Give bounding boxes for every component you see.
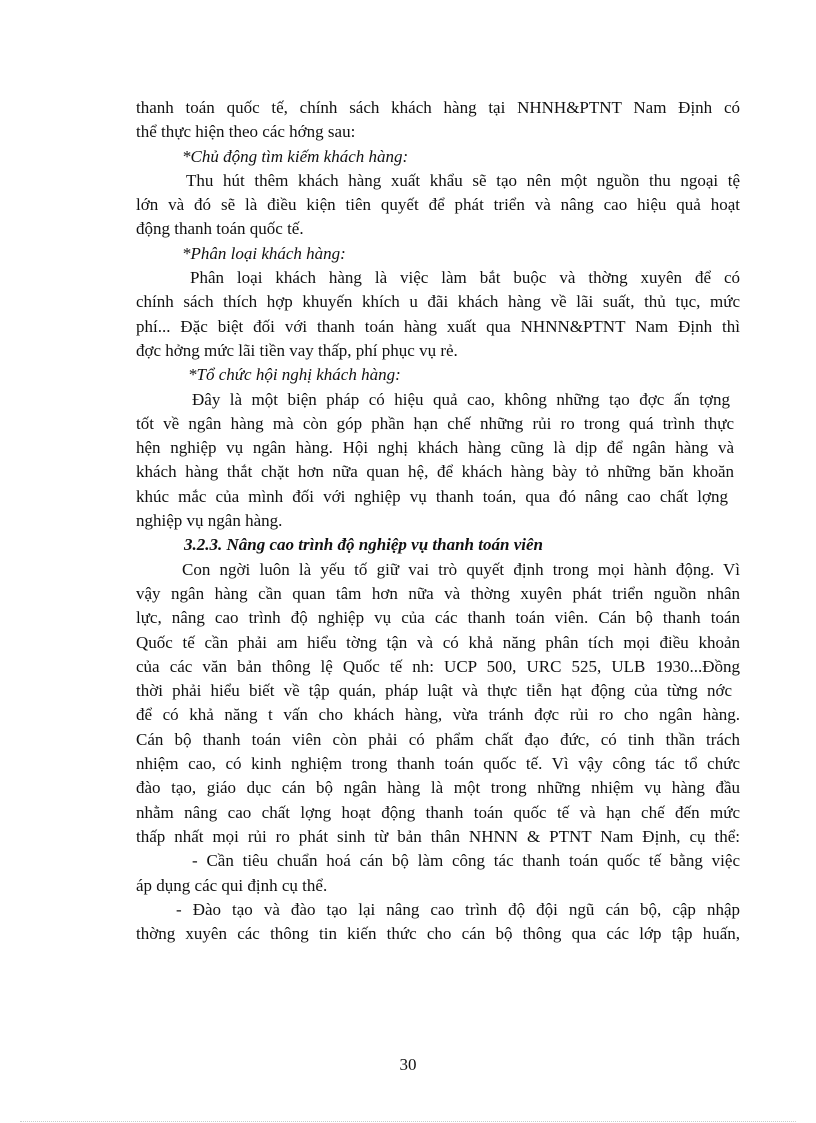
text-line: thể thực hiện theo các hớng sau: [136,122,356,142]
text-line: Phân loại khách hàng là việc làm bắt buộc và thờng xuyên để có [190,268,740,288]
text-line: Quốc tế cần phải am hiểu tờng tận và có khả năng phân tích mọi điều khoản [136,632,740,652]
text-line: Đây là một biện pháp có hiệu quả cao, không những tạo đợc ấn tợng [192,389,730,409]
text-line: lớn và đó sẽ là điều kiện tiên quyết để phát triển và nâng cao hiệu quả hoạt [136,195,740,215]
section-heading: 3.2.3. Nâng cao trình độ nghiệp vụ thanh toán viên [184,535,543,555]
section-label-classification: *Phân loại khách hàng: [182,243,346,263]
text-line: chính sách thích hợp khuyến khích u đãi khách hàng về lãi suất, thủ tục, mức [136,292,740,312]
text-line: Con ngời luôn là yếu tố giữ vai trò quyết định trong mọi hành động. Vì [182,559,740,579]
text-line: nhằm nâng cao chất lợng hoạt động thanh toán quốc tế và hạn chế đến mức [136,802,740,822]
text-line: khách hàng thắt chặt hơn nữa quan hệ, để khách hàng bày tỏ những băn khoăn [136,462,734,482]
text-line: thấp nhất mọi rủi ro phát sinh từ bản thân NHNN & PTNT Nam Định, cụ thể: [136,826,740,846]
text-line: vậy ngân hàng cần quan tâm hơn nữa và thờng xuyên phát triển nguồn nhân [136,583,740,603]
text-line: Cán bộ thanh toán viên còn phải có phẩm chất đạo đức, có tinh thần trách [136,729,740,749]
text-line: nghiệp vụ ngân hàng. [136,511,283,531]
text-line: đợc hởng mức lãi tiền vay thấp, phí phục vụ rẻ. [136,340,458,360]
text-line: động thanh toán quốc tế. [136,219,304,239]
text-line: thanh toán quốc tế, chính sách khách hàng tại NHNH&PTNT Nam Định có [136,98,740,117]
text-line: Thu hút thêm khách hàng xuất khẩu sẽ tạo nên một nguồn thu ngoại tệ [186,170,740,190]
page-bottom-border [20,1121,796,1122]
bullet-line: - Đào tạo và đào tạo lại nâng cao trình độ đội ngũ cán bộ, cập nhập [176,899,740,919]
text-line: lực, nâng cao trình độ nghiệp vụ của các thanh toán viên. Cán bộ thanh toán [136,608,740,628]
page-text [136,96,740,946]
section-label-conference: *Tổ chức hội nghị khách hàng: [188,365,401,385]
text-line: phí... Đặc biệt đối với thanh toán hàng xuất qua NHNN&PTNT Nam Định thì [136,316,740,336]
text-line: khúc mắc của mình đối với nghiệp vụ thanh toán, qua đó nâng cao chất lợng [136,486,728,506]
text-line: đào tạo, giáo dục cán bộ ngân hàng là một trong những nhiệm vụ hàng đầu [136,778,740,798]
text-line: nhiệm cao, có kinh nghiệm trong thanh toán quốc tế. Vì vậy công tác tổ chức [136,754,740,774]
section-label-active-search: *Chủ động tìm kiếm khách hàng: [182,146,409,166]
text-line: để có khả năng t vấn cho khách hàng, vừa tránh đợc rủi ro cho ngân hàng. [136,705,740,725]
text-line: thờng xuyên các thông tin kiến thức cho cán bộ thông qua các lớp tập huấn, [136,924,740,944]
text-line: hện nghiệp vụ ngân hàng. Hội nghị khách hàng cũng là dịp để ngân hàng và [136,438,734,458]
bullet-line: - Cần tiêu chuẩn hoá cán bộ làm công tác thanh toán quốc tế bằng việc [192,851,740,871]
text-line: của các văn bản thông lệ Quốc tế nh: UCP 500, URC 525, ULB 1930...Đồng [136,656,740,676]
text-line: thời phải hiểu biết về tập quán, pháp luật và thực tiễn hạt động của từng nớc [136,681,732,701]
text-line: tốt về ngân hàng mà còn góp phần hạn chế những rủi ro trong quá trình thực [136,413,734,433]
text-line: áp dụng các qui định cụ thể. [136,875,328,895]
page-number: 30 [399,1055,417,1074]
